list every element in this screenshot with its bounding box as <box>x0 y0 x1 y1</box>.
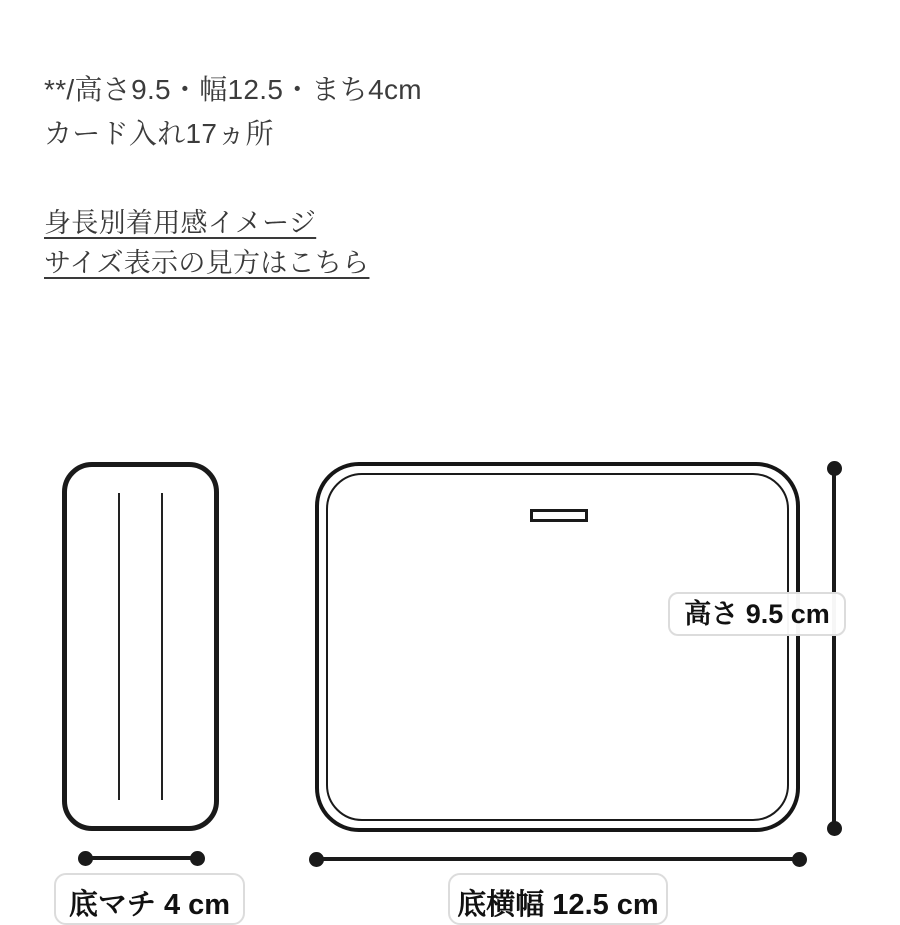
side-view-seam-line <box>161 493 163 800</box>
width-measurement-label: 底横幅 12.5 cm <box>448 873 668 925</box>
side-view-seam-line <box>118 493 120 800</box>
dimension-bar <box>316 857 800 861</box>
dimension-endpoint-dot <box>190 851 205 866</box>
side-view-outline <box>62 462 219 831</box>
dimension-bar <box>85 856 198 860</box>
dimension-bar <box>832 468 836 829</box>
front-view-inner-line <box>326 473 789 821</box>
dimension-endpoint-dot <box>792 852 807 867</box>
height-dimension-line <box>827 461 842 836</box>
size-guide-link[interactable]: サイズ表示の見方はこちら <box>44 248 370 278</box>
gusset-measurement-label: 底マチ 4 cm <box>54 873 245 925</box>
dimension-endpoint-dot <box>827 821 842 836</box>
height-measurement-label: 高さ 9.5 cm <box>668 592 846 636</box>
card-slots-text: カード入れ17ヵ所 <box>44 118 274 149</box>
width-dimension-line <box>309 852 807 867</box>
gusset-dimension-line <box>78 851 205 866</box>
front-view-outline <box>315 462 800 832</box>
height-fit-image-link[interactable]: 身長別着用感イメージ <box>44 208 317 238</box>
size-spec-text: **/高さ9.5・幅12.5・まち4cm <box>44 74 422 105</box>
snap-button-tab <box>530 509 588 522</box>
